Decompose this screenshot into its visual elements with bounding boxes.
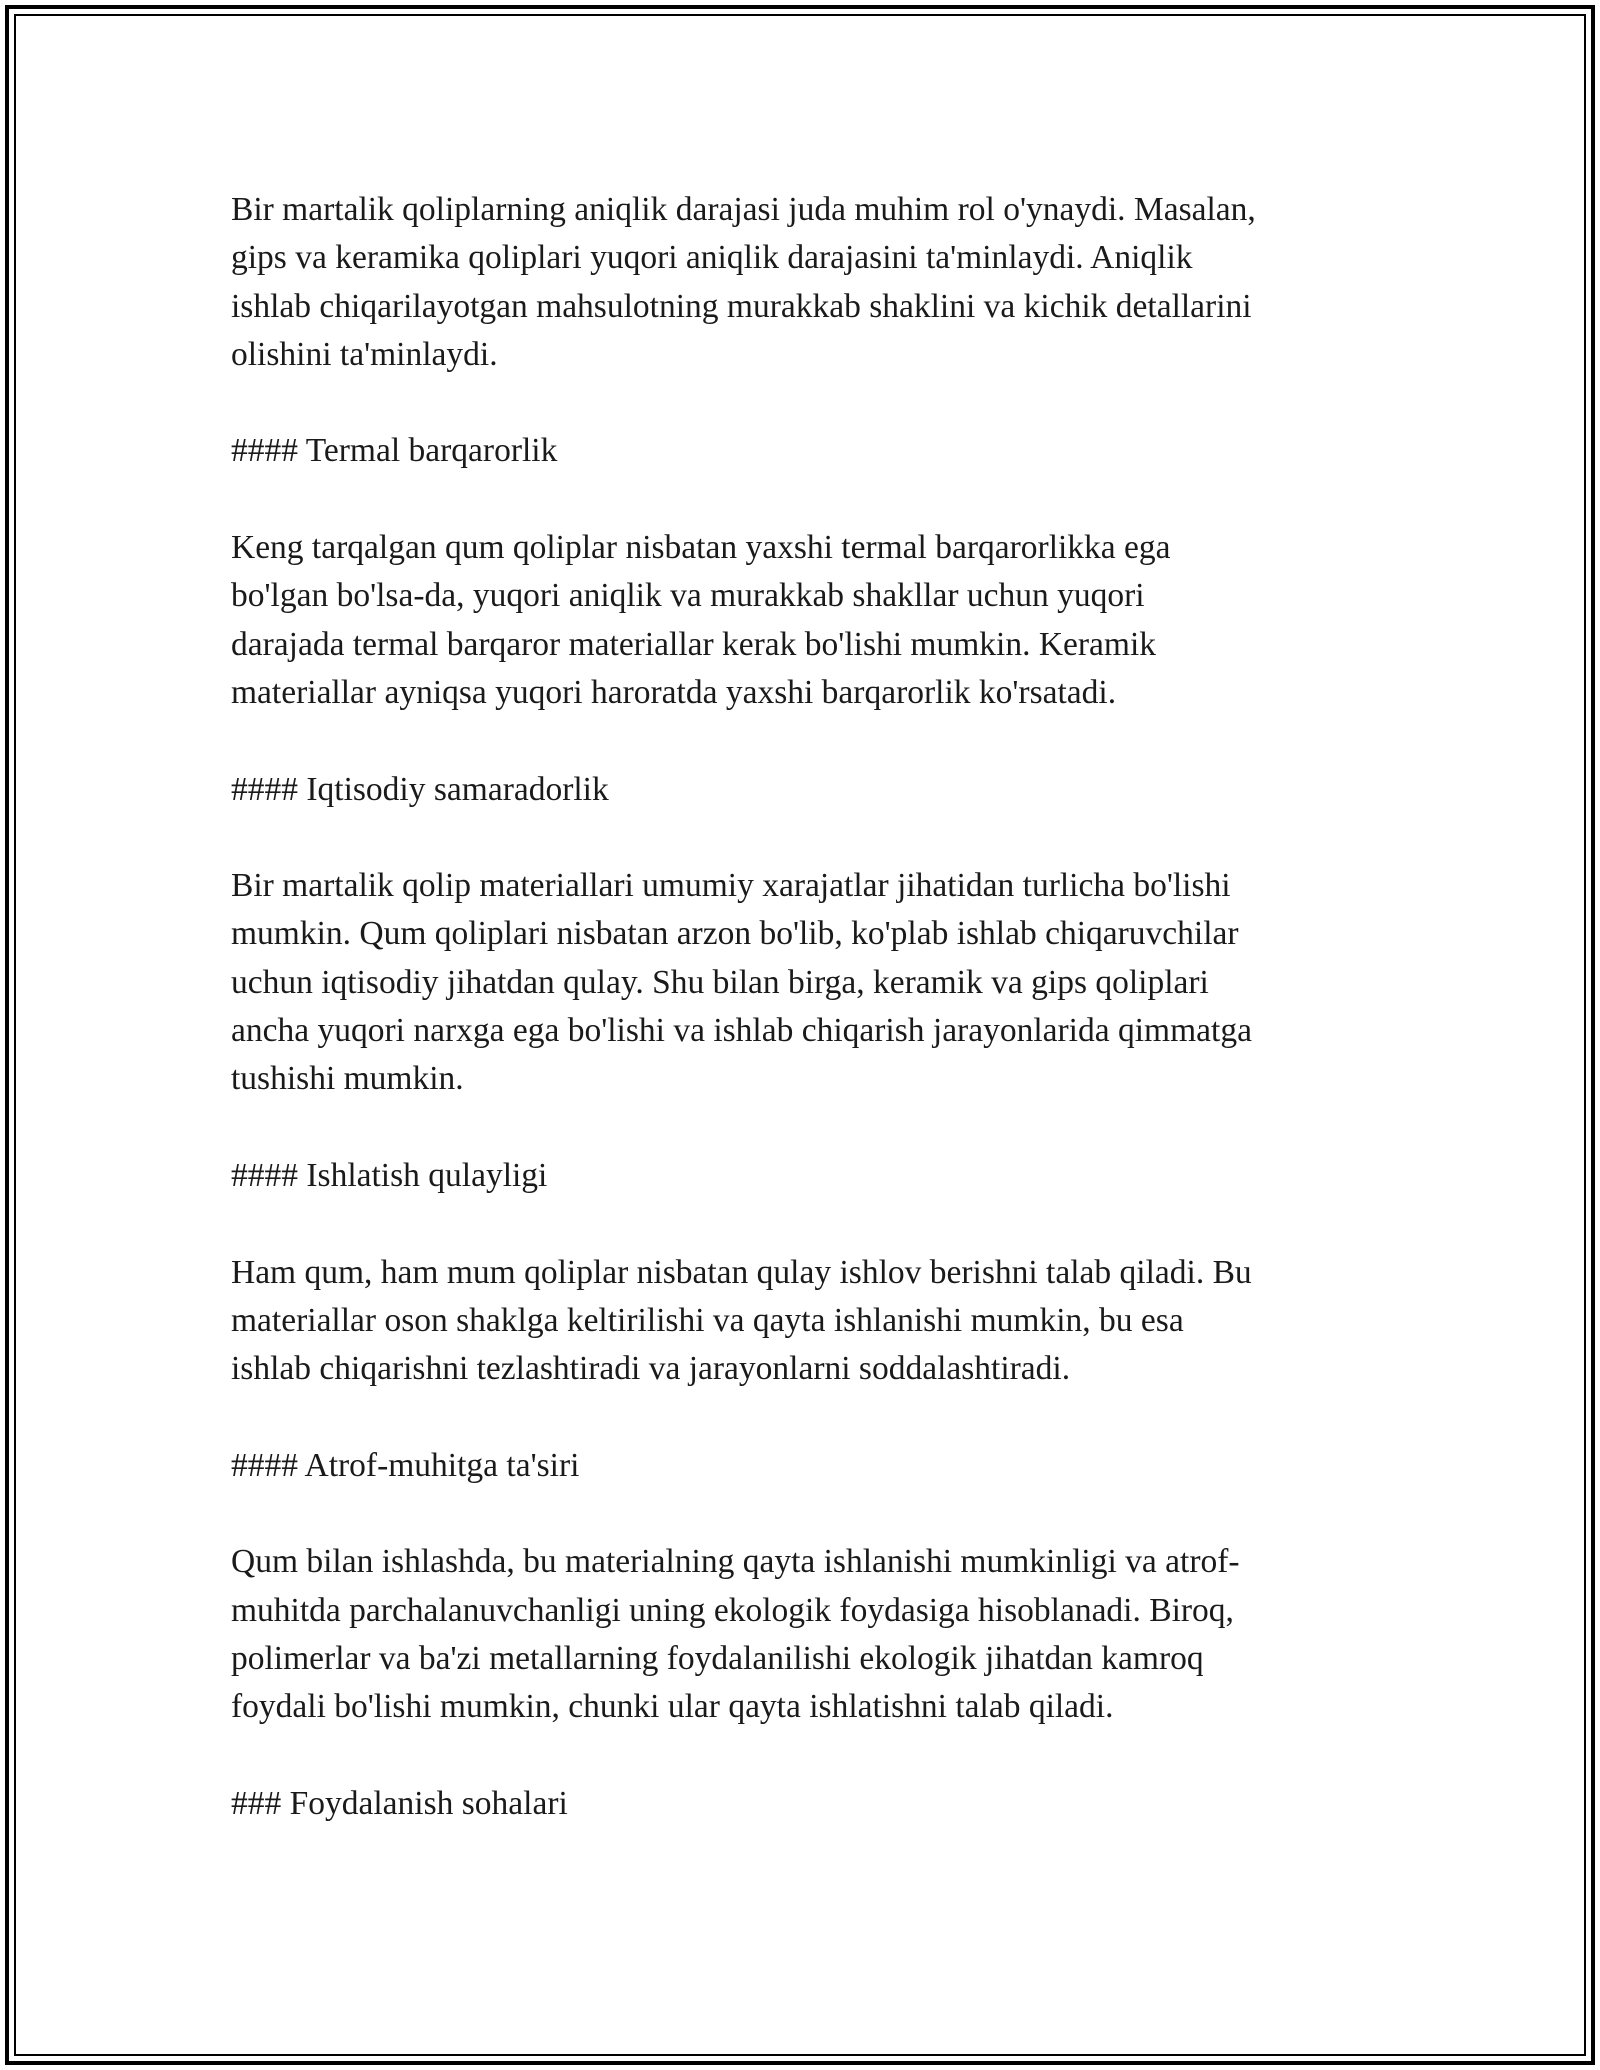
paragraph-ease-of-use xyxy=(231,1249,1361,1394)
document-body xyxy=(231,186,1361,1828)
text-line: materiallar oson shaklga keltirilishi va qayta ishlanishi mumkin, bu esa xyxy=(231,1301,1184,1339)
paragraph-accuracy xyxy=(231,186,1361,379)
text-line: materiallar ayniqsa yuqori haroratda yaxshi barqarorlik ko'rsatadi. xyxy=(231,673,1117,711)
text-line: Bir martalik qoliplarning aniqlik darajasi juda muhim rol o'ynaydi. Masalan, xyxy=(231,191,1256,228)
text-line: olishini ta'minlaydi. xyxy=(231,335,498,373)
paragraph-environmental-impact xyxy=(231,1538,1361,1731)
text-line: polimerlar va ba'zi metallarning foydalanilishi ekologik jihatdan kamroq xyxy=(231,1639,1204,1677)
paragraph-economic-efficiency xyxy=(231,862,1361,1103)
heading-application-areas xyxy=(231,1780,1361,1828)
text-line: foydali bo'lishi mumkin, chunki ular qayta ishlatishni talab qiladi. xyxy=(231,1688,1114,1726)
text-line: bo'lgan bo'lsa-da, yuqori aniqlik va murakkab shakllar uchun yuqori xyxy=(231,577,1145,615)
heading-text: #### Ishlatish qulayligi xyxy=(231,1156,548,1194)
heading-text: #### Atrof-muhitga ta'siri xyxy=(231,1446,580,1484)
text-line: muhitda parchalanuvchanligi uning ekologik foydasiga hisoblanadi. Biroq, xyxy=(231,1591,1234,1629)
text-line: ancha yuqori narxga ega bo'lishi va ishlab chiqarish jarayonlarida qimmatga xyxy=(231,1012,1252,1050)
heading-text: ### Foydalanish sohalari xyxy=(231,1784,568,1822)
text-line: Bir martalik qolip materiallari umumiy xarajatlar jihatidan turlicha bo'lishi xyxy=(231,867,1231,905)
text-line: darajada termal barqaror materiallar kerak bo'lishi mumkin. Keramik xyxy=(231,625,1157,663)
text-line: uchun iqtisodiy jihatdan qulay. Shu bilan birga, keramik va gips qoliplari xyxy=(231,963,1209,1001)
heading-environmental-impact xyxy=(231,1442,1361,1490)
text-line: Keng tarqalgan qum qoliplar nisbatan yaxshi termal barqarorlikka ega xyxy=(231,529,1171,567)
paragraph-thermal-stability xyxy=(231,524,1361,717)
heading-ease-of-use xyxy=(231,1152,1361,1200)
text-line: mumkin. Qum qoliplari nisbatan arzon bo'lib, ko'plab ishlab chiqaruvchilar xyxy=(231,915,1239,953)
text-line: Qum bilan ishlashda, bu materialning qayta ishlanishi mumkinligi va atrof- xyxy=(231,1543,1240,1581)
text-line: ishlab chiqarilayotgan mahsulotning murakkab shaklini va kichik detallarini xyxy=(231,287,1252,325)
heading-economic-efficiency xyxy=(231,766,1361,814)
heading-text: #### Iqtisodiy samaradorlik xyxy=(231,770,609,808)
heading-thermal-stability xyxy=(231,427,1361,475)
heading-text: #### Termal barqarorlik xyxy=(231,432,558,470)
text-line: gips va keramika qoliplari yuqori aniqlik darajasini ta'minlaydi. Aniqlik xyxy=(231,239,1193,277)
text-line: ishlab chiqarishni tezlashtiradi va jarayonlarni soddalashtiradi. xyxy=(231,1350,1071,1388)
text-line: tushishi mumkin. xyxy=(231,1060,464,1098)
text-line: Ham qum, ham mum qoliplar nisbatan qulay ishlov berishni talab qiladi. Bu xyxy=(231,1253,1252,1291)
